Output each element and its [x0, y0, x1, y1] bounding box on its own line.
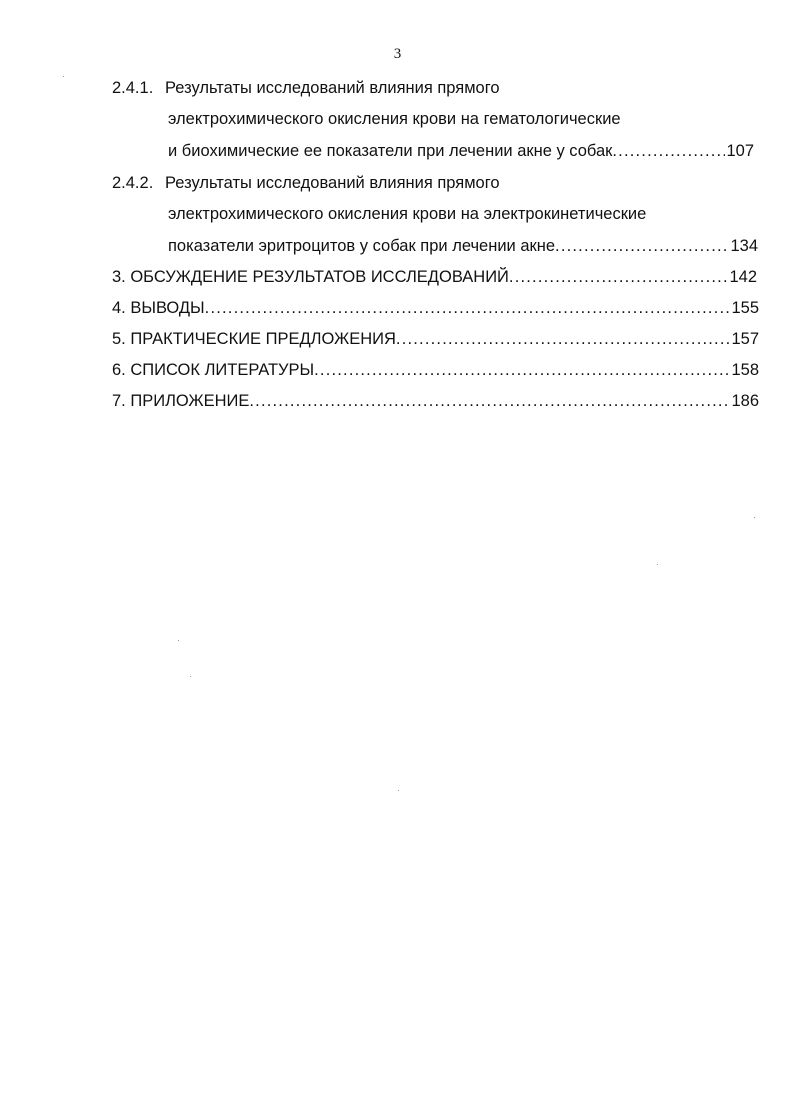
- toc-entry-section-5[interactable]: [112, 329, 759, 349]
- toc-page-number: 155: [731, 299, 759, 317]
- toc-entry-title-line: Результаты исследований влияния прямого: [165, 79, 500, 97]
- toc-entry-number: 2.4.2.: [112, 174, 154, 192]
- toc-page-number: 186: [731, 392, 759, 410]
- toc-entry-title: 6. СПИСОК ЛИТЕРАТУРЫ: [112, 361, 315, 379]
- toc-entry-title: 4. ВЫВОДЫ: [112, 299, 205, 317]
- toc-entry-section-6[interactable]: [112, 360, 759, 380]
- toc-entry-title-line: электрохимического окисления крови на электрокинетические: [168, 205, 647, 223]
- toc-entry-title-line: Результаты исследований влияния прямого: [165, 174, 500, 192]
- dot-leader: [509, 267, 729, 287]
- toc-page-number: 157: [731, 330, 759, 348]
- dot-leader: [612, 141, 725, 161]
- scan-speck: [190, 676, 191, 677]
- toc-entry-title: 5. ПРАКТИЧЕСКИЕ ПРЕДЛОЖЕНИЯ: [112, 330, 396, 348]
- toc-page-number: 134: [730, 237, 758, 255]
- toc-entry-title: 3. ОБСУЖДЕНИЕ РЕЗУЛЬТАТОВ ИССЛЕДОВАНИЙ: [112, 268, 509, 286]
- toc-entry-section-4[interactable]: [112, 298, 759, 318]
- dot-leader: [314, 360, 730, 380]
- dot-leader: [396, 329, 731, 349]
- toc-entry-last-line[interactable]: [168, 236, 758, 256]
- scan-speck: [754, 517, 755, 518]
- toc-entry-title-line: электрохимического окисления крови на гематологические: [168, 110, 621, 128]
- toc-entry-section-7[interactable]: [112, 391, 759, 411]
- toc-page-number: 158: [731, 361, 759, 379]
- toc-page-number: 107: [726, 142, 754, 160]
- dot-leader: [205, 298, 731, 318]
- dot-leader: [249, 391, 730, 411]
- scan-speck: [63, 76, 64, 77]
- scan-speck: [178, 640, 179, 641]
- toc-entry-last-line[interactable]: [168, 141, 754, 161]
- dot-leader: [555, 236, 729, 256]
- scan-speck: [657, 564, 658, 565]
- toc-entry-number: 2.4.1.: [112, 79, 154, 97]
- toc-entry-title-line: и биохимические ее показатели при лечении акне у собак: [168, 142, 613, 160]
- toc-entry-title-line: показатели эритроцитов у собак при лечении акне: [168, 237, 556, 255]
- page-number: 3: [393, 46, 402, 62]
- scan-speck: [398, 790, 399, 791]
- toc-entry-section-3[interactable]: [112, 267, 757, 287]
- toc-page-number: 142: [729, 268, 757, 286]
- toc-entry-title: 7. ПРИЛОЖЕНИЕ: [112, 392, 250, 410]
